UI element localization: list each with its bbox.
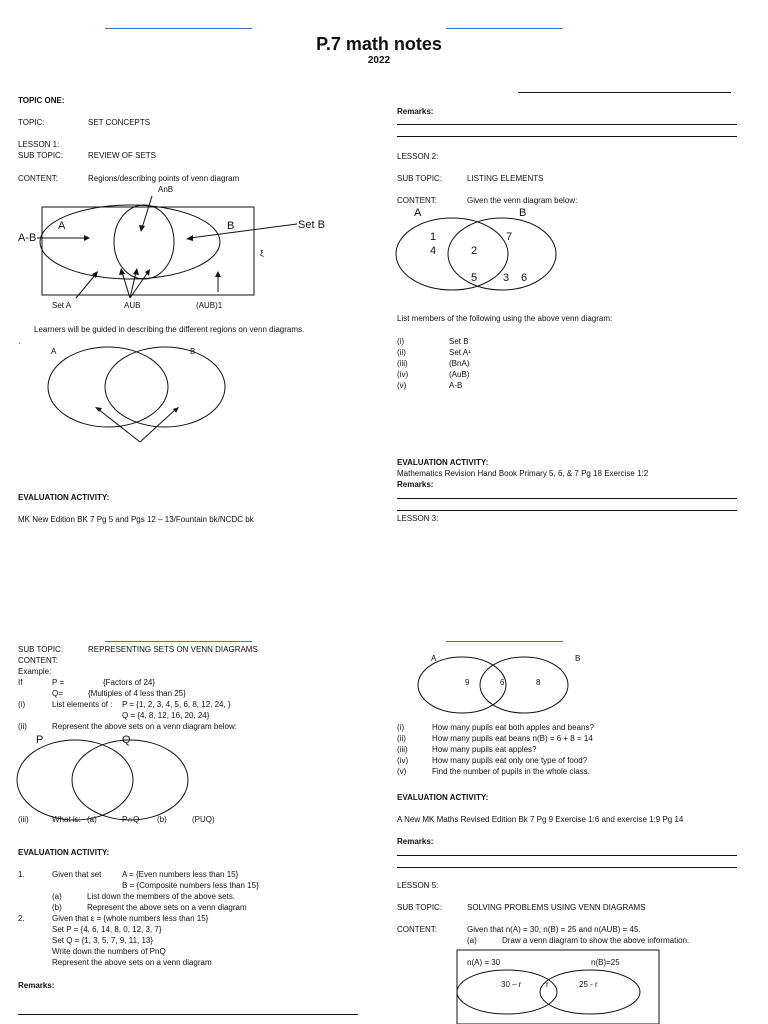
d1-b-label: B <box>227 220 235 232</box>
d6-nb-label: n(B)=25 <box>591 958 620 967</box>
list-item-2-num: (ii) <box>397 348 406 357</box>
q-def-value: {Multiples of 4 less than 25} <box>88 689 186 698</box>
topic-value: SET CONCEPTS <box>88 118 151 127</box>
q1-sub-a-num: (a) <box>52 892 62 901</box>
d1-set-b-label: Set B <box>298 219 325 231</box>
list-item-2-text: Set A¹ <box>449 348 471 357</box>
subtopic-label-2: SUB TOPIC: <box>397 174 443 183</box>
question-3-text: How many pupils eat apples? <box>432 745 537 754</box>
list-item-4-num: (iv) <box>397 370 409 379</box>
list-item-1-text: Set B <box>449 337 469 346</box>
part-iii-intersection: P∩Q <box>122 815 140 824</box>
d2-b-label: B <box>190 347 196 356</box>
list-item-5-text: A-B <box>449 381 463 390</box>
d1-aub-label: AUB <box>124 301 141 310</box>
subtopic-value-2: LISTING ELEMENTS <box>467 174 544 183</box>
list-item-numbers <box>397 336 408 391</box>
d5-n6: 6 <box>500 678 505 687</box>
remarks-label-3: Remarks: <box>18 981 55 990</box>
q2-write: Write down the numbers of PnQ <box>52 947 166 956</box>
page-year: 2022 <box>367 55 391 66</box>
d5-b-label: B <box>575 654 581 663</box>
p-def-value: {Factors of 24} <box>103 678 156 687</box>
content-value-2: Given the venn diagram below: <box>467 196 578 205</box>
d5-n9: 9 <box>465 678 470 687</box>
part-i-q: Q = {4, 8, 12, 16, 20, 24} <box>122 711 210 720</box>
lesson-2-label: LESSON 2: <box>397 152 439 161</box>
content-label-2: CONTENT: <box>397 196 437 205</box>
part-i-text: List elements of : <box>52 700 113 709</box>
d3-n6: 6 <box>521 272 528 284</box>
remarks-label-1: Remarks: <box>397 107 434 116</box>
q1-set-b: B = {Composite numbers less than 15} <box>122 881 259 890</box>
subtopic-value-5: SOLVING PROBLEMS USING VENN DIAGRAMS <box>467 903 646 912</box>
eval-reference-4: A New MK Maths Revised Edition Bk 7 Pg 9 Exercise 1:6 and exercise 1:9 Pg 14 <box>397 815 684 824</box>
d3-n1: 1 <box>430 231 437 243</box>
d1-anb-label: AnB <box>158 185 174 194</box>
eval-heading-1: EVALUATION ACTIVITY: <box>18 493 110 502</box>
eval-heading-4: EVALUATION ACTIVITY: <box>397 793 489 802</box>
remarks-label-2: Remarks: <box>397 480 434 489</box>
list-item-3-num: (iii) <box>397 359 408 368</box>
part-i-num: (i) <box>18 700 26 709</box>
if-label: If <box>18 678 23 687</box>
q2-set-q: Set Q = {1, 3, 5, 7, 9, 11, 13} <box>52 936 154 945</box>
d1-set-a-label: Set A <box>52 301 72 310</box>
remarks-rule-2b <box>397 510 737 511</box>
question-1-text: How many pupils eat both apples and beans? <box>432 723 594 732</box>
d3-b-label: B <box>519 207 527 219</box>
content-label: CONTENT: <box>18 174 58 183</box>
question-2-text: How many pupils eat beans n(B) = 6 + 8 = 14 <box>432 734 593 743</box>
d3-n5: 5 <box>471 272 478 284</box>
q2-set-p: Set P = {4, 6, 14, 8, 0, 12, 3, 7} <box>52 925 162 934</box>
part-a-num: (a) <box>467 936 477 945</box>
q2-represent: Represent the above sets on a venn diagram <box>52 958 212 967</box>
question-1-num: (i) <box>397 723 405 732</box>
q1-text: Given that set <box>52 870 102 879</box>
d6-right-region: 25 - r <box>579 980 598 989</box>
d4-p-label: P <box>36 734 44 746</box>
eval-reference-1: MK New Edition BK 7 Pg 5 and Pgs 12 – 13/Fountain bk/NCDC bk <box>18 515 254 524</box>
part-iii-union: (PUQ) <box>192 815 215 824</box>
question-5-num: (v) <box>397 767 407 776</box>
d1-a-minus-b-label: A-B <box>18 232 37 244</box>
q2-num: 2. <box>18 914 25 923</box>
list-intro: List members of the following using the above venn diagram: <box>397 314 613 323</box>
part-iii-text: What is: <box>52 815 81 824</box>
list-item-3-text: (BnA) <box>449 359 470 368</box>
d5-n8: 8 <box>536 678 541 687</box>
lesson-3-label: LESSON 3: <box>397 514 439 523</box>
list-item-5-num: (v) <box>397 381 407 390</box>
tick-mark: ` <box>18 342 21 351</box>
q1-sub-b-num: (b) <box>52 903 62 912</box>
q2-text: Given that ε = {whole numbers less than 15} <box>52 914 209 923</box>
remarks-rule-3 <box>18 1014 358 1015</box>
part-iii-num: (iii) <box>18 815 29 824</box>
subtopic-value: REVIEW OF SETS <box>88 151 157 160</box>
remarks-label-4: Remarks: <box>397 837 434 846</box>
list-item-4-text: (AuB) <box>449 370 470 379</box>
d2-a-label: A <box>51 347 57 356</box>
guided-note: Learners will be guided in describing the different regions on venn diagrams. <box>34 325 305 334</box>
part-ii-num: (ii) <box>18 722 27 731</box>
q1-set-a: A = {Even numbers less than 15} <box>122 870 239 879</box>
content-label-3: CONTENT: <box>18 656 58 665</box>
d1-a-label: A <box>58 220 66 232</box>
part-iii-b: (b) <box>157 815 167 824</box>
content-label-5: CONTENT: <box>397 925 437 934</box>
list-item-texts <box>449 336 471 391</box>
example-label: Example: <box>18 667 52 676</box>
question-2-num: (ii) <box>397 734 406 743</box>
question-4-text: How many pupils eat only one type of food? <box>432 756 588 765</box>
part-i-p: P = {1, 2, 3, 4, 5, 6, 8, 12, 24, } <box>122 700 231 709</box>
d3-n7: 7 <box>506 231 513 243</box>
question-3-num: (iii) <box>397 745 408 754</box>
q1-num: 1. <box>18 870 25 879</box>
part-a-text: Draw a venn diagram to show the above information. <box>502 936 690 945</box>
remarks-rule-2a <box>397 498 737 499</box>
question-numbers <box>397 722 408 777</box>
remarks-rule-4a <box>397 855 737 856</box>
d6-middle-region: r <box>546 980 549 989</box>
eval-heading-2: EVALUATION ACTIVITY: <box>397 458 489 467</box>
d6-na-label: n(A) = 30 <box>467 958 501 967</box>
d3-n2: 2 <box>471 245 478 257</box>
question-texts <box>432 722 594 777</box>
d1-aub-complement-label: (AUB)1 <box>196 301 223 310</box>
q1-sub-b-text: Represent the above sets on a venn diagram <box>87 903 247 912</box>
d5-a-label: A <box>431 654 437 663</box>
d3-a-label: A <box>414 207 422 219</box>
d3-n3: 3 <box>503 272 510 284</box>
part-ii-text: Represent the above sets on a venn diagram below: <box>52 722 238 731</box>
lesson-1-label: LESSON 1: <box>18 140 60 149</box>
question-4-num: (iv) <box>397 756 409 765</box>
content-value: Regions/describing points of venn diagram <box>88 174 240 183</box>
blue-rule-left-2 <box>105 641 252 642</box>
d4-q-label: Q <box>122 734 131 746</box>
d3-n4: 4 <box>430 245 437 257</box>
remarks-rule-4b <box>397 867 737 868</box>
d1-universal-symbol: ξ <box>260 249 264 258</box>
topic-one-heading: TOPIC ONE: <box>18 96 65 105</box>
blue-rule-right-2 <box>446 641 563 642</box>
remarks-rule-1a <box>397 124 737 125</box>
name-line <box>518 92 731 93</box>
eval-heading-3: EVALUATION ACTIVITY: <box>18 848 110 857</box>
list-item-1-num: (i) <box>397 337 405 346</box>
subtopic-label-3: SUB TOPIC: <box>18 645 64 654</box>
content-value-5: Given that n(A) = 30, n(B) = 25 and n(AUB) = 45. <box>467 925 641 934</box>
part-iii-a: (a) <box>87 815 97 824</box>
page-title: P.7 math notes <box>316 34 442 54</box>
subtopic-label-5: SUB TOPIC: <box>397 903 443 912</box>
subtopic-label: SUB TOPIC: <box>18 151 64 160</box>
eval-reference-2: Mathematics Revision Hand Book Primary 5, 6, & 7 Pg 18 Exercise 1:2 <box>397 469 649 478</box>
topic-label: TOPIC: <box>18 118 45 127</box>
lesson-5-label: LESSON 5: <box>397 881 439 890</box>
q1-sub-a-text: List down the members of the above sets. <box>87 892 236 901</box>
subtopic-value-3: REPRESENTING SETS ON VENN DIAGRAMS <box>88 645 258 654</box>
question-5-text: Find the number of pupils in the whole class. <box>432 767 590 776</box>
remarks-rule-1b <box>397 136 737 137</box>
q-def-label: Q= <box>52 689 63 698</box>
p-def-label: P = <box>52 678 65 687</box>
d6-left-region: 30 – r <box>501 980 522 989</box>
